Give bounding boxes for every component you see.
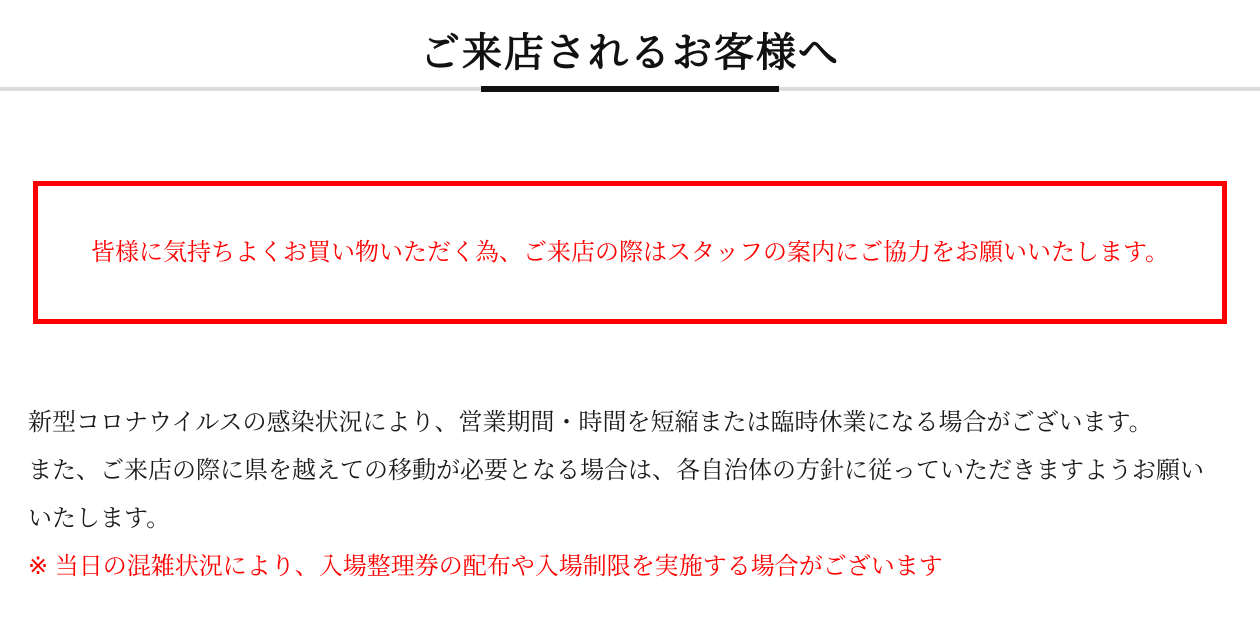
paragraph-business-hours: 新型コロナウイルスの感染状況により、営業期間・時間を短縮または臨時休業になる場合がございます。: [28, 409, 1153, 436]
red-notice-box: [33, 181, 1227, 324]
page-header: [0, 0, 1260, 92]
page-title: ご来店されるお客様へ: [420, 31, 840, 75]
divider-black-underline: [481, 86, 779, 92]
red-notice-text: 皆様に気持ちよくお買い物いただく為、ご来店の際はスタッフの案内にご協力をお願いいたします。: [90, 238, 1170, 266]
note-entry-restrictions: ※ 当日の混雑状況により、入場整理券の配布や入場制限を実施する場合がございます: [28, 553, 943, 580]
body-text-block: [0, 399, 1260, 591]
title-divider: [0, 86, 1260, 92]
paragraph-travel-policy: また、ご来店の際に県を越えての移動が必要となる場合は、各自治体の方針に従っていただきますようお願いいたします。: [28, 457, 1204, 532]
